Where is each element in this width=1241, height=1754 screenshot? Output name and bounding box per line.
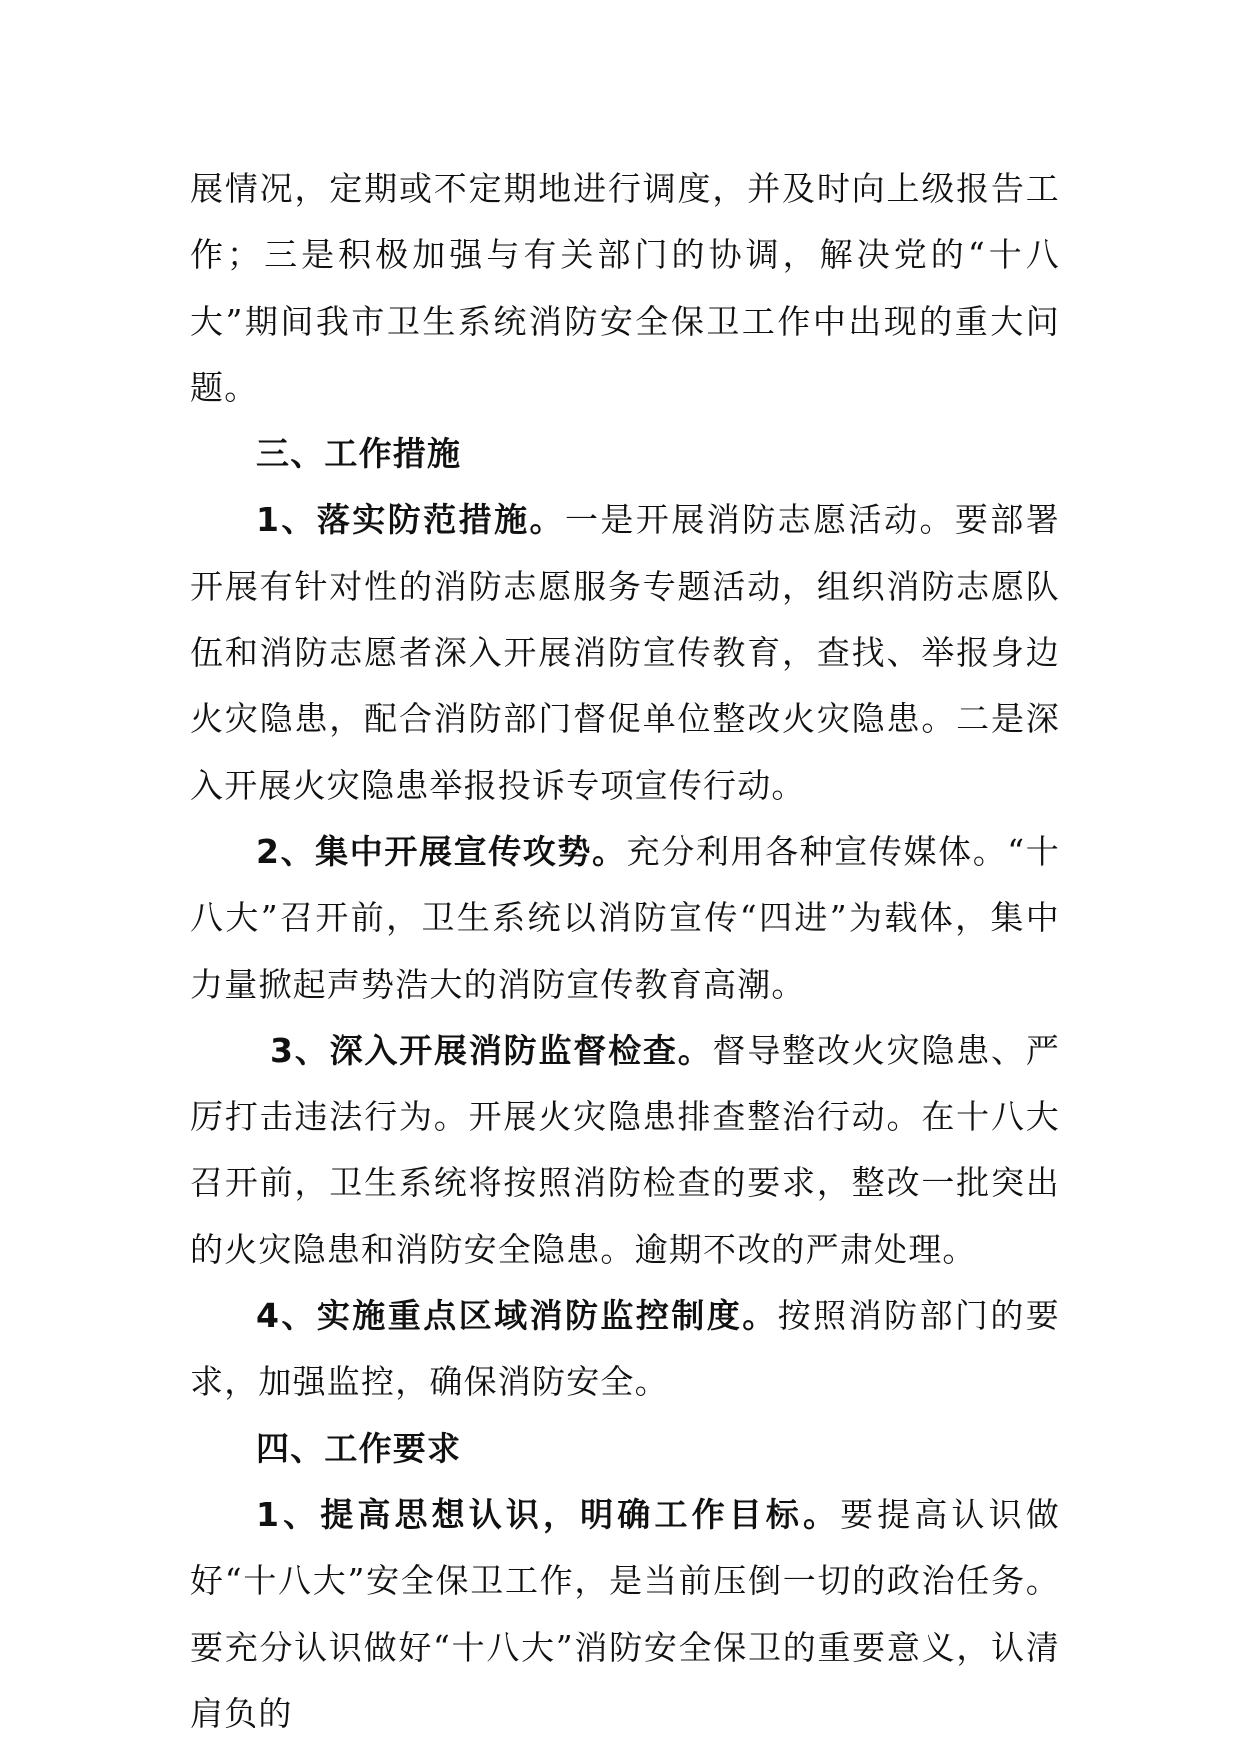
paragraph-intro-continuation bbox=[190, 156, 1060, 421]
paragraph-measure-1 bbox=[190, 487, 1060, 818]
paragraph-lead: 1、落实防范措施。 bbox=[256, 500, 565, 540]
paragraph-text: 督导整改火灾隐患、严厉打击违法行为。开展火灾隐患排查整治行动。在十八大召开前，卫生系统将按照消防检查的要求，整改一批突出的火灾隐患和消防安全隐患。逾期不改的严肃处理。 bbox=[190, 1030, 1061, 1269]
paragraph-text: 充分利用各种宣传媒体。“十八大”召开前，卫生系统以消防宣传“四进”为载体，集中力量掀起声势浩大的消防宣传教育高潮。 bbox=[190, 831, 1060, 1004]
paragraph-text: 展情况，定期或不定期地进行调度，并及时向上级报告工作；三是积极加强与有关部门的协调，解决党的“十八大”期间我市卫生系统消防安全保卫工作中出现的重大问题。 bbox=[190, 169, 1060, 407]
paragraph-lead: 3、深入开展消防监督检查。 bbox=[270, 1030, 713, 1070]
paragraph-lead: 1、提高思想认识，明确工作目标。 bbox=[256, 1494, 841, 1534]
paragraph-lead: 2、集中开展宣传攻势。 bbox=[256, 831, 627, 871]
paragraph-measure-4 bbox=[190, 1283, 1060, 1416]
document-body bbox=[190, 156, 1060, 1747]
section-heading-measures bbox=[190, 421, 1060, 487]
paragraph-requirement-1 bbox=[190, 1482, 1060, 1747]
paragraph-text: 要提高认识做好“十八大”安全保卫工作，是当前压倒一切的政治任务。要充分认识做好“十八大”消防安全保卫的重要意义，认清肩负的 bbox=[190, 1494, 1060, 1733]
section-heading-requirements bbox=[190, 1416, 1060, 1482]
paragraph-lead: 4、实施重点区域消防监控制度。 bbox=[256, 1296, 778, 1336]
section-heading-text: 四、工作要求 bbox=[256, 1428, 462, 1468]
section-heading-text: 三、工作措施 bbox=[256, 434, 462, 474]
paragraph-measure-2 bbox=[190, 819, 1060, 1018]
paragraph-text: 一是开展消防志愿活动。要部署开展有针对性的消防志愿服务专题活动，组织消防志愿队伍和消防志愿者深入开展消防宣传教育，查找、举报身边火灾隐患，配合消防部门督促单位整改火灾隐患。二是深入开展火灾隐患举报投诉专项宣传行动。 bbox=[190, 500, 1060, 805]
paragraph-text: 按照消防部门的要求，加强监控，确保消防安全。 bbox=[190, 1296, 1060, 1402]
paragraph-measure-3 bbox=[190, 1018, 1060, 1283]
